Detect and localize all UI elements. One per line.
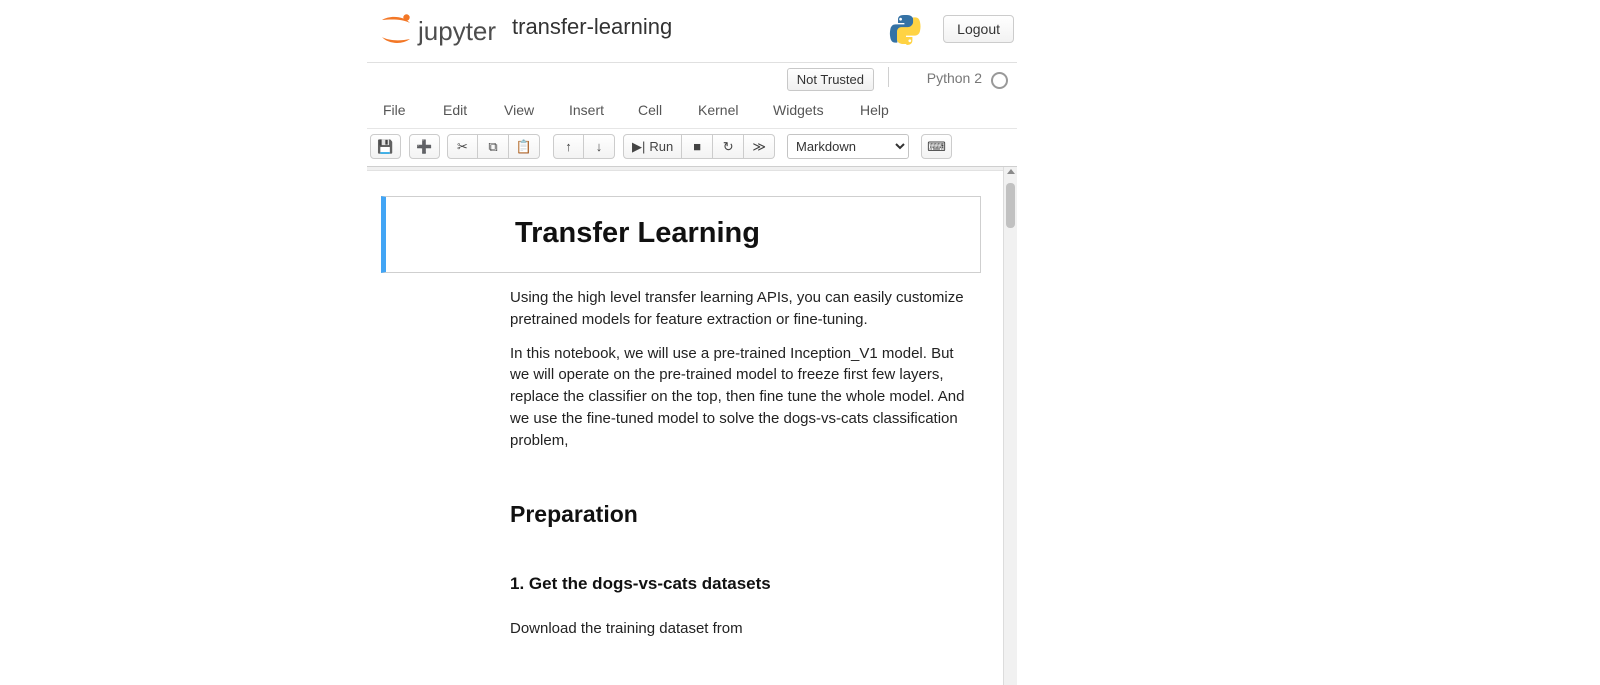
run-label: Run bbox=[649, 139, 674, 154]
svg-text:jupyter: jupyter bbox=[418, 16, 497, 46]
section-heading-preparation: Preparation bbox=[510, 501, 638, 528]
run-cell-button[interactable] bbox=[623, 134, 682, 159]
python-logo-icon bbox=[883, 8, 927, 52]
menu-item-edit[interactable]: Edit bbox=[443, 102, 468, 118]
not-trusted-button[interactable]: Not Trusted bbox=[787, 68, 874, 91]
logout-button[interactable]: Logout bbox=[943, 15, 1014, 43]
divider bbox=[888, 67, 889, 87]
play-icon: ▶| bbox=[632, 138, 646, 154]
copy-cell-button[interactable]: ⧉ bbox=[478, 134, 509, 159]
markdown-cell-download[interactable] bbox=[381, 604, 981, 640]
cell-type-select[interactable] bbox=[787, 134, 909, 159]
cell-list bbox=[367, 171, 1004, 685]
save-button[interactable]: 💾 bbox=[370, 134, 401, 159]
paragraph-download: Download the training dataset from bbox=[510, 620, 743, 638]
markdown-cell-get-datasets[interactable] bbox=[381, 538, 981, 594]
subsection-heading-get-datasets: 1. Get the dogs-vs-cats datasets bbox=[510, 574, 771, 594]
menu-item-cell[interactable]: Cell bbox=[638, 102, 663, 118]
menu-item-view[interactable]: View bbox=[504, 102, 535, 118]
cut-cell-button[interactable]: ✂ bbox=[447, 134, 478, 159]
move-cell-down-button[interactable]: ↓ bbox=[584, 134, 615, 159]
markdown-cell-title[interactable] bbox=[381, 196, 981, 273]
command-palette-button[interactable]: ⌨ bbox=[921, 134, 952, 159]
menu-item-insert[interactable]: Insert bbox=[569, 102, 605, 118]
restart-and-run-all-button[interactable]: ≫ bbox=[744, 134, 775, 159]
kernel-name-label[interactable]: Python 2 bbox=[926, 70, 982, 86]
notebook-toolbar bbox=[367, 129, 1017, 167]
kernel-idle-circle-icon[interactable] bbox=[991, 72, 1008, 89]
markdown-rendered-content bbox=[386, 217, 980, 250]
scrollbar-thumb[interactable] bbox=[1006, 183, 1015, 228]
paragraph-intro-1: Using the high level transfer learning APIs, you can easily customize pretrained models for feature extraction or fine-tuning. bbox=[510, 289, 964, 328]
menu-item-file[interactable]: File bbox=[383, 102, 406, 118]
jupyter-notebook-window bbox=[367, 0, 1017, 685]
notebook-title[interactable]: transfer-learning bbox=[512, 14, 673, 39]
vertical-scrollbar[interactable] bbox=[1003, 167, 1017, 685]
insert-cell-below-button[interactable]: ➕ bbox=[409, 134, 440, 159]
notebook-scroll-area[interactable] bbox=[367, 167, 1017, 685]
menu-item-help[interactable]: Help bbox=[860, 102, 889, 118]
interrupt-kernel-button[interactable]: ■ bbox=[682, 134, 713, 159]
markdown-cell-intro[interactable] bbox=[381, 273, 981, 451]
jupyter-logo-icon[interactable] bbox=[372, 12, 512, 50]
markdown-cell-preparation[interactable] bbox=[381, 463, 981, 528]
trust-and-kernel-bar bbox=[367, 63, 1017, 95]
paste-cell-button[interactable]: 📋 bbox=[509, 134, 540, 159]
paragraph-intro-2: In this notebook, we will use a pre-trained Inception_V1 model. But we will operate on the pre-trained model to freeze first few layers, replace the classifier on the top, then fine tune the whole model. And we use the fine-tuned model to solve the dogs-vs-cats classification problem, bbox=[510, 344, 965, 449]
scroll-up-arrow-icon[interactable] bbox=[1007, 169, 1015, 174]
menu-bar bbox=[367, 95, 1017, 129]
page-title: Transfer Learning bbox=[515, 217, 760, 249]
notebook-header bbox=[367, 0, 1017, 63]
move-cell-up-button[interactable]: ↑ bbox=[553, 134, 584, 159]
menu-item-kernel[interactable]: Kernel bbox=[698, 102, 739, 118]
restart-kernel-button[interactable]: ↻ bbox=[713, 134, 744, 159]
menu-item-widgets[interactable]: Widgets bbox=[773, 102, 824, 118]
